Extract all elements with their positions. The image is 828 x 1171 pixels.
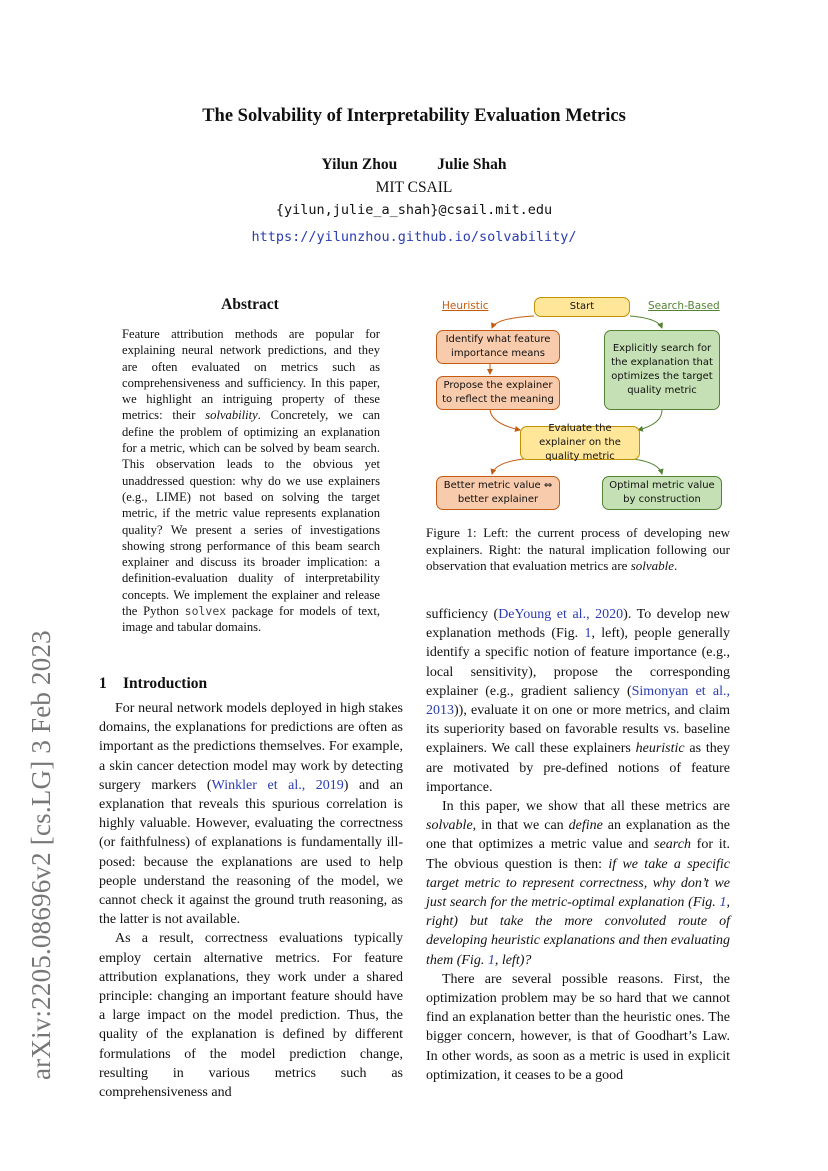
better-value-node: Better metric value ⇔ better explainer (436, 476, 560, 510)
paragraph (426, 605, 730, 797)
section-number: 1 (99, 675, 107, 692)
section-heading (99, 675, 207, 693)
identify-node: Identify what feature importance means (436, 330, 560, 364)
paragraph-emphasis: solvable (426, 818, 473, 834)
start-node: Start (534, 297, 630, 317)
abstract-emphasis: solvability (205, 408, 258, 423)
figure-ref-link[interactable]: 1 (719, 895, 727, 911)
paragraph-emphasis: heuristic (635, 741, 685, 757)
author-list (0, 156, 828, 174)
right-column-body (426, 605, 730, 1085)
paragraph-text: for it. The obvious question is then: (426, 837, 730, 872)
author-name: Yilun Zhou (321, 156, 398, 173)
paragraph-text: an explanation as the one that optimizes a metric value and (426, 818, 730, 853)
evaluate-node: Evaluate the explainer on the quality metric (520, 426, 640, 460)
propose-node: Propose the explainer to reflect the meaning (436, 376, 560, 410)
abstract-body (122, 326, 380, 636)
search-node: Explicitly search for the explanation that optimizes the target quality metric (604, 330, 720, 410)
paragraph-emphasis: , right) but take the more convoluted route of developing heuristic explanations and then evaluating them (Fig. (426, 895, 730, 968)
abstract-text: package for models of text, image and tabular domains. (122, 604, 380, 635)
citation-link[interactable]: Simonyan et al., 2013 (426, 683, 730, 719)
paragraph (426, 797, 730, 970)
citation-link[interactable]: DeYoung et al., 2020 (498, 607, 624, 622)
paragraph-text: as they are motivated by pre-defined notions of feature importance. (426, 741, 731, 795)
paragraph (99, 699, 403, 929)
abstract-text: . Concretely, we can define the problem of optimizing an explanation for a metric, which can be solved by beam search. This observation leads to the obvious yet unaddressed question: why do we use explainers (e.g., LIME) not based on solving the target metric, if the metric value represents explanation quality? We present a series of investigations showing strong performance of this beam search explainer and discuss its broader implication: a definition-evaluation duality of interpretability concepts. We implement the explainer and release the Python (122, 408, 380, 619)
package-name: solvex (184, 604, 227, 619)
paragraph-text: , left), people generally identify a specific notion of feature importance (e.g., local sensitivity), propose the corresponding explainer (e.g., gradient saliency ( (426, 626, 730, 699)
figure-1-diagram (426, 294, 730, 514)
paragraph-emphasis: search (654, 837, 691, 853)
affiliation: MIT CSAIL (375, 179, 453, 196)
paragraph-text: )), evaluate it on one or more metrics, and claim its superiority based on favorable results vs. baseline explainers. We call these explainers (426, 703, 730, 757)
section-title: Introduction (123, 675, 208, 692)
figure-caption (426, 525, 730, 575)
left-column-body (99, 699, 403, 1102)
figure-ref-link[interactable]: 1 (487, 952, 495, 968)
optimal-value-node: Optimal metric value by construction (602, 476, 722, 510)
abstract-text: Feature attribution methods are popular for explaining neural network predictions, and they are often evaluated on metrics such as comprehensiveness and sufficiency. In this paper, we highlight an intriguing property of these metrics: their (122, 327, 380, 423)
caption-emphasis: solvable (630, 558, 675, 573)
paragraph-emphasis: define (568, 818, 603, 834)
paragraph-emphasis: if we take a specific target metric to represent correctness, why don’t we just search for the metric-optimal explanation (Fig. (426, 856, 730, 911)
paragraph-text: , in that we can (472, 818, 569, 834)
paragraph: As a result, correctness evaluations typically employ certain alternative metrics. For feature attribution explanations, they work under a shared principle: changing an important feature should have a large impact on the model prediction. Thus, the quality of the explanation is defined by different formulations of the model prediction change, resulting in various metrics such as comprehensiveness and (99, 931, 403, 1101)
author-name: Julie Shah (437, 156, 507, 173)
project-url-link[interactable]: https://yilunzhou.github.io/solvability/ (251, 229, 577, 245)
paragraph-text: ). To develop new explanation methods (Fig. (426, 607, 731, 642)
paragraph-emphasis: , left)? (494, 952, 532, 968)
paragraph-text: For neural network models deployed in high stakes domains, the explanations for predictions are often as important as the predictions themselves. For example, a skin cancer detection model may work by detecting surgery markers ( (99, 701, 403, 793)
paragraph-text: sufficiency ( (426, 607, 499, 622)
author-email: {yilun,julie_a_shah}@csail.mit.edu (275, 202, 553, 218)
caption-text: . (674, 558, 678, 573)
paper-title: The Solvability of Interpretability Evaluation Metrics (202, 106, 626, 126)
paragraph-text: ) and an explanation that reveals this spurious correlation is highly valuable. However, evaluating the correctness (or faithfulness) of explanations is fundamentally ill-posed: because the explanations are used to help people understand the reasoning of the model, we cannot check it against the ground truth reasoning, as the latter is not available. (99, 777, 403, 928)
arxiv-identifier: arXiv:2205.08696v2 [cs.LG] 3 Feb 2023 (26, 630, 56, 1080)
search-based-label: Search-Based (648, 300, 720, 312)
citation-link[interactable]: Winkler et al., 2019 (211, 777, 344, 793)
abstract-heading: Abstract (221, 296, 279, 313)
figure-ref-link[interactable]: 1 (584, 626, 592, 642)
paragraph-text: In this paper, we show that all these metrics are (442, 799, 730, 815)
heuristic-label: Heuristic (442, 300, 489, 312)
paragraph: There are several possible reasons. First, the optimization problem may be so hard that we cannot find an explanation better than the heuristic ones. The bigger concern, however, is that of Goodhart’s Law. In other words, as soon as a metric is used in explicit optimization, it ceases to be a good (426, 971, 730, 1083)
caption-text: Figure 1: Left: the current process of developing new explainers. Right: the natural implication following our observation that evaluation metrics are (426, 525, 730, 573)
